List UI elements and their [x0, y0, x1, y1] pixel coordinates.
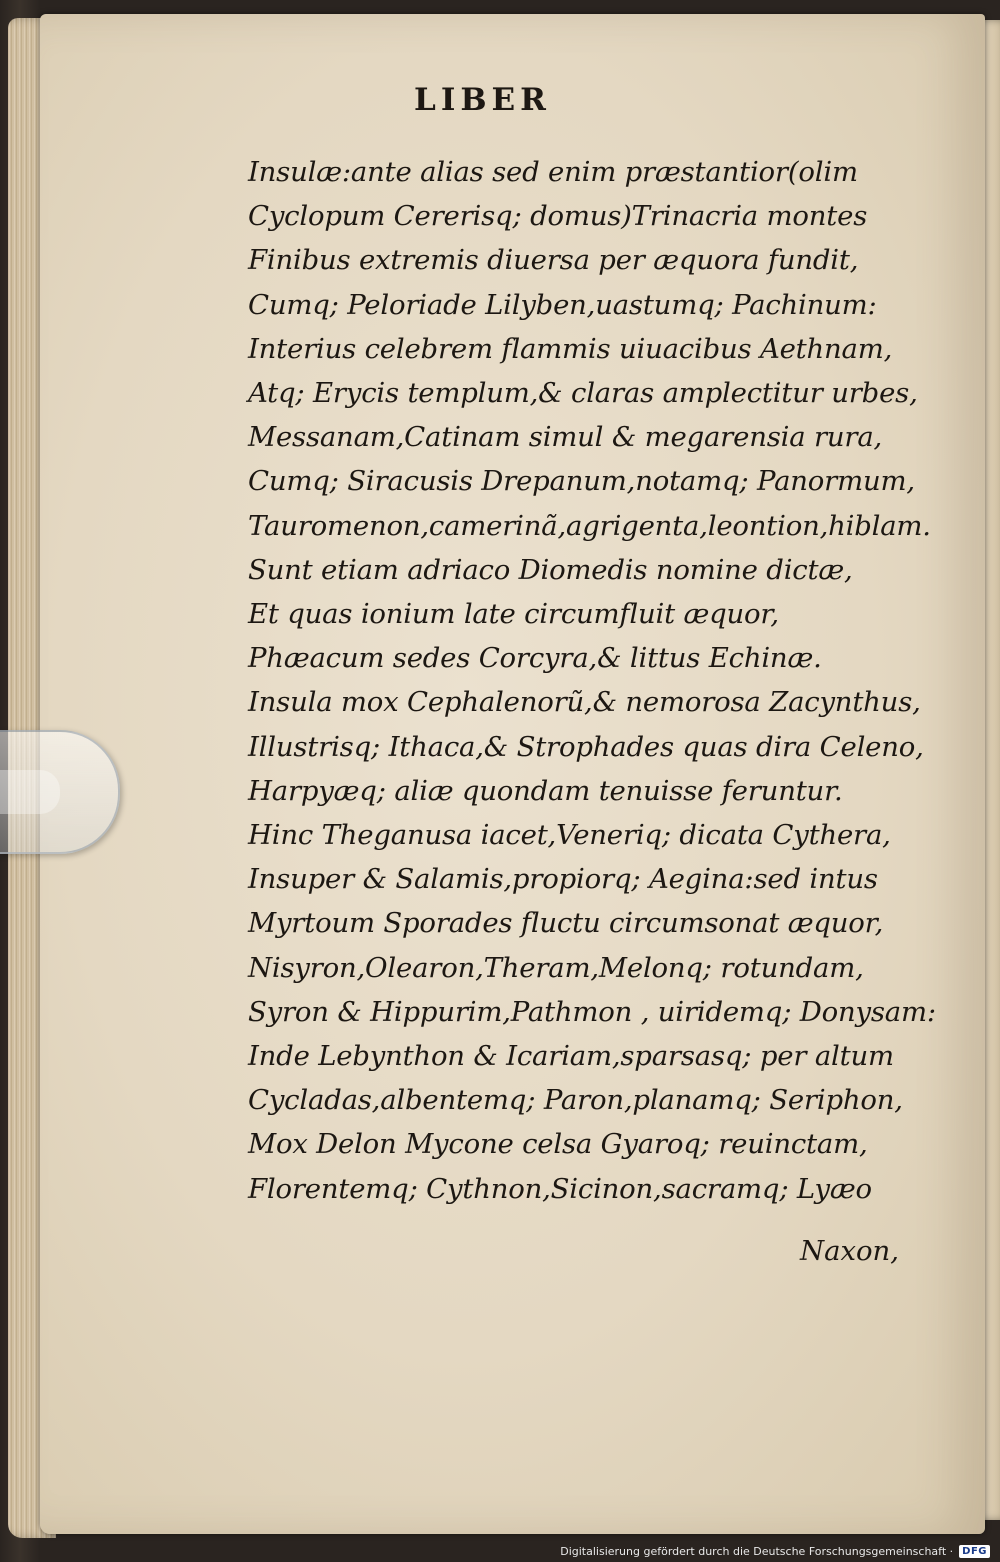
credit-text: Digitalisierung gefördert durch die Deutsche Forschungsgemeinschaft ·	[560, 1545, 954, 1558]
poem-line: Cyclopum Cererisq; domus)Trinacria montes	[248, 200, 868, 233]
poem-line: Cumq; Peloriade Lilyben,uastumq; Pachinum:	[248, 288, 877, 321]
poem-line: Insuper & Salamis,propiorq; Aegina:sed intus	[248, 863, 878, 896]
poem-line: Harpyæq; aliæ quondam tenuisse feruntur.	[248, 774, 843, 807]
poem-line: Finibus extremis diuersa per æquora fundit,	[248, 244, 859, 277]
poem-line: Inde Lebynthon & Icariam,sparsasq; per altum	[248, 1040, 894, 1073]
poem-line: Florentemq; Cythnon,Sicinon,sacramq; Lyæo	[248, 1172, 872, 1205]
poem-line: Phæacum sedes Corcyra,& littus Echinæ.	[248, 642, 822, 675]
poem-line: Cumq; Siracusis Drepanum,notamq; Panormum,	[248, 465, 915, 498]
poem-line: Illustrisq; Ithaca,& Strophades quas dira Celeno,	[248, 730, 924, 763]
poem-line: Sunt etiam adriaco Diomedis nomine dictæ,	[248, 553, 853, 586]
poem-text	[248, 150, 936, 1211]
poem-line: Interius celebrem flammis uiuacibus Aethnam,	[248, 332, 893, 365]
poem-line: Cycladas,albentemq; Paron,planamq; Seriphon,	[248, 1084, 903, 1117]
poem-line: Syron & Hippurim,Pathmon , uiridemq; Donysam:	[248, 995, 936, 1028]
poem-line: Insulæ:ante alias sed enim præstantior(olim	[248, 156, 858, 188]
poem-line: Mox Delon Mycone celsa Gyaroq; reuinctam,	[248, 1128, 868, 1161]
digitization-credit	[560, 1545, 990, 1558]
poem-line: Messanam,Catinam simul & megarensia rura,	[248, 421, 883, 454]
poem-line: Atq; Erycis templum,& claras amplectitur urbes,	[248, 377, 918, 410]
poem-line: Et quas ionium late circumfluit æquor,	[248, 598, 779, 631]
dfg-logo: DFG	[959, 1545, 990, 1558]
poem-line: Myrtoum Sporades fluctu circumsonat æquor,	[248, 907, 884, 940]
running-head: LIBER	[414, 82, 551, 118]
page-clip	[0, 730, 120, 854]
poem-line: Insula mox Cephalenorũ,& nemorosa Zacynthus,	[248, 686, 921, 719]
poem-line: Hinc Theganusa iacet,Veneriq; dicata Cythera,	[248, 819, 891, 852]
poem-line: Nisyron,Olearon,Theram,Melonq; rotundam,	[248, 951, 864, 984]
poem-line: Tauromenon,camerinã,agrigenta,leontion,hiblam.	[248, 509, 931, 542]
catchword: Naxon,	[800, 1235, 899, 1267]
